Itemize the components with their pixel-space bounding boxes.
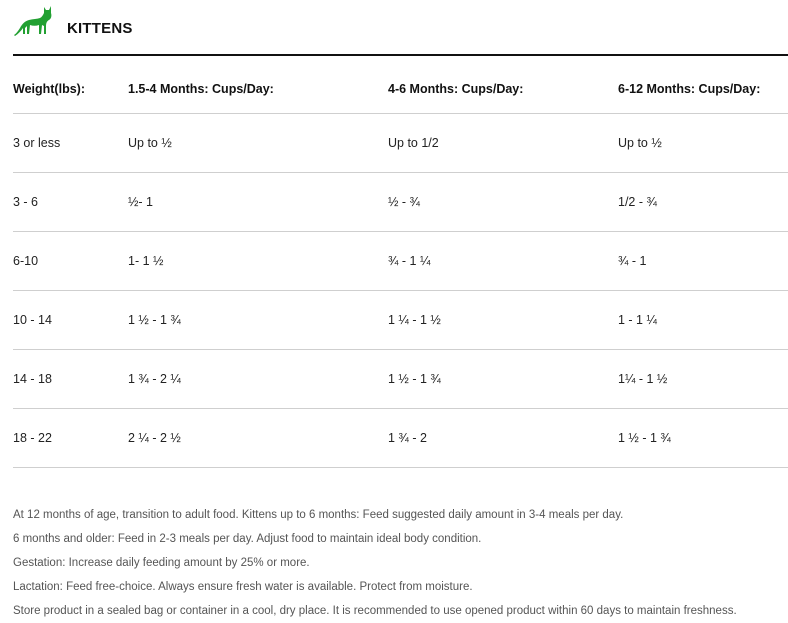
table-cell: 2 ¼ - 2 ½	[128, 409, 388, 468]
note-transition: At 12 months of age, transition to adult food. Kittens up to 6 months: Feed suggested daily amount in 3-4 meals per day.	[13, 509, 624, 521]
table-header-row	[13, 64, 788, 114]
table-cell: 18 - 22	[13, 409, 128, 468]
cat-silhouette	[14, 6, 51, 36]
table-cell: 1¼ - 1 ½	[618, 350, 788, 409]
column-header-6-12-months: 6-12 Months: Cups/Day:	[618, 64, 788, 114]
table-cell: 14 - 18	[13, 350, 128, 409]
table-cell: 3 - 6	[13, 173, 128, 232]
table-cell: 1 ¾ - 2	[388, 409, 618, 468]
table-cell: ½- 1	[128, 173, 388, 232]
feeding-table	[13, 64, 788, 468]
table-cell: 6-10	[13, 232, 128, 291]
table-row	[13, 173, 788, 232]
note-gestation: Gestation: Increase daily feeding amount by 25% or more.	[13, 557, 310, 569]
column-header-1-5-4-months: 1.5-4 Months: Cups/Day:	[128, 64, 388, 114]
table-row	[13, 114, 788, 173]
table-row	[13, 409, 788, 468]
table-row	[13, 291, 788, 350]
table-cell: Up to ½	[618, 114, 788, 173]
table-cell: 10 - 14	[13, 291, 128, 350]
table-cell: 1 ½ - 1 ¾	[128, 291, 388, 350]
table-row	[13, 232, 788, 291]
column-header-weight: Weight(lbs):	[13, 64, 128, 114]
table-cell: ¾ - 1 ¼	[388, 232, 618, 291]
note-meals: 6 months and older: Feed in 2-3 meals per day. Adjust food to maintain ideal body condition.	[13, 533, 482, 545]
table-cell: 1 ¼ - 1 ½	[388, 291, 618, 350]
table-cell: 1 ½ - 1 ¾	[388, 350, 618, 409]
table-cell: 3 or less	[13, 114, 128, 173]
table-cell: Up to ½	[128, 114, 388, 173]
section-header	[13, 4, 788, 56]
table-cell: 1 ¾ - 2 ¼	[128, 350, 388, 409]
column-header-4-6-months: 4-6 Months: Cups/Day:	[388, 64, 618, 114]
page-title: KITTENS	[67, 20, 133, 37]
table-cell: 1 - 1 ¼	[618, 291, 788, 350]
cat-icon	[13, 4, 53, 38]
table-cell: 1- 1 ½	[128, 232, 388, 291]
note-storage: Store product in a sealed bag or container in a cool, dry place. It is recommended to use opened product within 60 days to maintain freshness.	[13, 605, 737, 617]
table-cell: Up to 1/2	[388, 114, 618, 173]
table-cell: 1 ½ - 1 ¾	[618, 409, 788, 468]
note-lactation: Lactation: Feed free-choice. Always ensure fresh water is available. Protect from moisture.	[13, 581, 473, 593]
table-row	[13, 350, 788, 409]
table-cell: ½ - ¾	[388, 173, 618, 232]
feeding-notes	[13, 503, 788, 623]
table-cell: ¾ - 1	[618, 232, 788, 291]
table-cell: 1/2 - ¾	[618, 173, 788, 232]
